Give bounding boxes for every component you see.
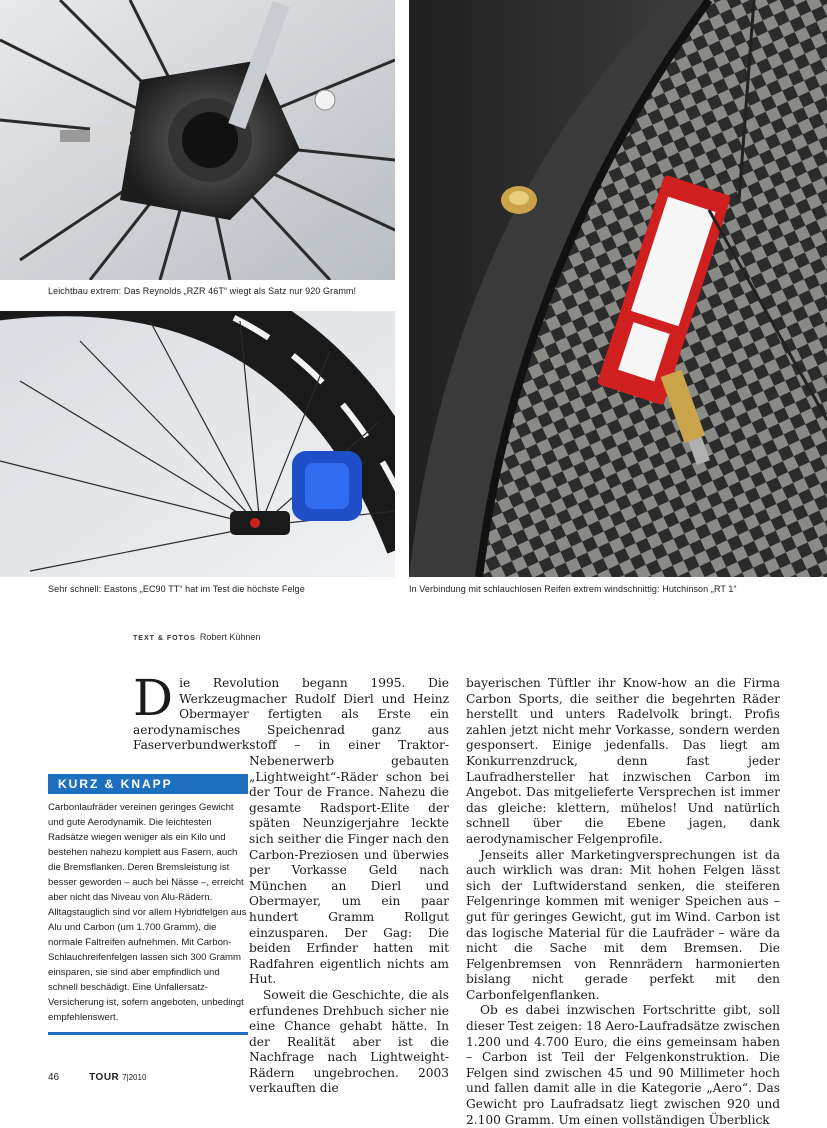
photo-easton-wheel — [0, 311, 395, 577]
issue-number: 7|2010 — [122, 1073, 147, 1082]
caption-hub: Leichtbau extrem: Das Reynolds „RZR 46T“ wiegt als Satz nur 920 Gramm! — [48, 286, 357, 296]
article-intro — [133, 676, 449, 754]
magazine-info — [89, 1072, 146, 1083]
author-credit — [133, 632, 260, 642]
summary-box — [48, 774, 248, 1035]
summary-box-title: KURZ & KNAPP — [58, 777, 173, 791]
page-number: 46 — [48, 1072, 60, 1083]
photo-hub-closeup — [0, 0, 395, 280]
article-col2-paragraph-3: Ob es dabei inzwischen Fortschritte gibt, soll dieser Test zeigen: 18 Aero-Laufradsätze zwischen 1.200 und 4.700 Euro, die eins gemeinsam haben – Carbon ist Teil der Felgenkonstruktion. Die Felgen sind zwischen 45 und 90 Millimeter hoch und fallen damit alle in die Kategorie „Aero“. Das Gewicht pro Laufradsatz liegt zwischen 920 und 2.100 Gramm. Um einen vollständigen Überblick — [466, 1003, 780, 1127]
article-col1-paragraph-2: Soweit die Geschichte, die als erfundenes Drehbuch sicher nie eine Chance gehabt hätte. In der Realität aber ist die Nachfrage nach Lightweight-Rädern ungebrochen. 2003 verkauften die — [249, 987, 449, 1096]
dropcap: D — [133, 676, 174, 727]
caption-hutchinson: In Verbindung mit schlauchlosen Reifen extrem windschnittig: Hutchinson „RT 1“ — [409, 584, 737, 594]
article-col2-paragraph-1: bayerischen Tüftler ihr Know-how an die Firma Carbon Sports, die seither die begehrten Räder herstellt und unters Radelvolk bringt. Profis zahlen jetzt nicht mehr Vorkasse, sondern werden gesponsert. Einige jedenfalls. Das liegt am Konkurrenzdruck, denn fast jeder Laufradhersteller hat inzwischen Carbon im Angebot. Das mitgelieferte Versprechen ist immer das gleiche: klettern, mühelos! Und natürlich schnell über die Ebene jagen, dank aerodynamischer Felgenprofile. — [466, 676, 780, 846]
page-footer — [48, 1072, 146, 1083]
magazine-name: TOUR — [89, 1072, 120, 1083]
photo-hutchinson-rim — [409, 0, 827, 577]
summary-box-rule — [48, 1032, 248, 1035]
caption-easton: Sehr schnell: Eastons „EC90 TT“ hat im Test die höchste Felge — [48, 584, 305, 594]
article-col1-paragraph-1: Nebenerwerb gebauten „Lightweight“-Räder schon bei der Tour de France. Nahezu die gesamte Radsport-Elite der späten Neunzigerjahre leckte sich seither die Finger nach den Carbon-Preziosen und überwies per Vorkasse Geld nach München an Dierl und Obermayer, um ein paar hundert Gramm Rollgut einzusparen. Der Gag: Die beiden Erfinder hatten mit Radfahren eigentlich nichts am Hut. — [249, 754, 449, 987]
intro-text: ie Revolution begann 1995. Die Werkzeugmacher Rudolf Dierl und Heinz Obermayer fertigten als Erste ein aerodynamisches Speichenrad ganz aus Faserverbundwerkstoff – in einer Traktor- — [133, 676, 449, 753]
article-col2-paragraph-2: Jenseits aller Marketingversprechungen ist da auch wirklich was dran: Mit hohen Felgen lässt sich der Luftwiderstand senken, die steiferen Felgenringe kommen mit weniger Speichen aus – gut für geringes Gewicht, gut im Wind. Carbon ist das logische Material für die Laufräder – wäre da nicht die Sache mit dem Bremsen. Die Felgenbremsen von Rennrädern harmonierten bislang nicht gerade perfekt mit den Carbonfelgenflanken. — [466, 847, 780, 1002]
summary-box-header — [48, 774, 248, 794]
article-column-2 — [466, 676, 780, 1128]
credit-name: Robert Kühnen — [199, 632, 261, 642]
article-intro-paragraph — [133, 676, 449, 754]
summary-box-body: Carbonlaufräder vereinen geringes Gewicht und gute Aerodynamik. Die leichtesten Radsätze wiegen weniger als ein Kilo und bestehen nahezu komplett aus Fasern, auch die Bremsflanken. Deren Bremsleistung ist besser geworden – auch bei Nässe –, erreicht aber nicht das Niveau von Alu-Rädern. Alltagstauglich sind vor allem Hybridfelgen aus Alu und Carbon (um 1.700 Gramm), die normale Faltreifen aufnehmen. Mit Carbon-Schlauchreifenfelgen lassen sich 300 Gramm einsparen, sie sind aber empfindlich und schnell beschädigt. Eine Unfallersatz-Versicherung ist, sofern angeboten, unbedingt empfehlenswert. — [48, 802, 247, 1023]
credit-label: TEXT & FOTOS — [133, 635, 196, 642]
article-column-1 — [249, 754, 449, 1097]
